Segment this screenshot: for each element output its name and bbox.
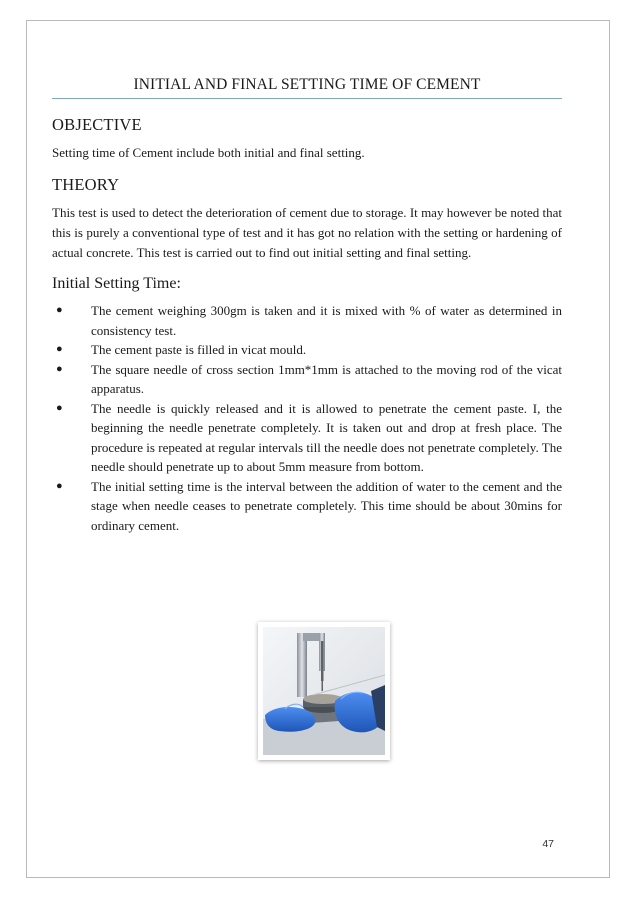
- list-item-text: The cement paste is filled in vicat mould.: [91, 342, 307, 357]
- vicat-apparatus-illustration: [263, 627, 385, 755]
- bullet-icon: ●: [56, 362, 63, 375]
- objective-heading: OBJECTIVE: [52, 115, 142, 134]
- page-title: INITIAL AND FINAL SETTING TIME OF CEMENT: [52, 76, 562, 99]
- page-number: 47: [542, 838, 554, 850]
- bullet-icon: ●: [56, 343, 63, 355]
- list-item-text: The initial setting time is the interval between the addition of water to the cement and the stage when needle ceases to penetrate completely. This time should be about 30mins for ordinary cement.: [91, 478, 562, 533]
- list-item: [52, 477, 562, 536]
- list-item-text: The needle is quickly released and it is allowed to penetrate the cement paste. I, the beginning the needle penetrate completely. It is taken out and drop at fresh place. The procedure is repeated at regular intervals till the needle does not penetrate completely. The needle should penetrate up to about 5mm measure from bottom.: [91, 400, 562, 474]
- bullet-icon: ●: [56, 479, 63, 492]
- list-item: [52, 360, 562, 399]
- page-content: [52, 76, 562, 535]
- objective-text: Setting time of Cement include both initial and final setting.: [52, 145, 365, 160]
- list-item: [52, 399, 562, 477]
- list-item-text: The square needle of cross section 1mm*1mm is attached to the moving rod of the vicat apparatus.: [91, 361, 562, 396]
- list-item: [52, 340, 562, 360]
- bullet-icon: ●: [56, 401, 63, 414]
- bullet-icon: ●: [56, 304, 63, 316]
- theory-text: This test is used to detect the deterioration of cement due to storage. It may however be noted that this is purely a conventional type of test and it has got no relation with the setting or hardening of actual concrete. This test is carried out to find out initial setting and final setting.: [52, 205, 562, 260]
- initial-setting-heading: Initial Setting Time:: [52, 275, 181, 292]
- initial-setting-list: [52, 301, 562, 535]
- list-item-text: The cement weighing 300gm is taken and it is mixed with % of water as determined in consistency test.: [91, 303, 562, 338]
- vicat-apparatus-photo: [258, 622, 390, 760]
- list-item: [52, 301, 562, 340]
- theory-heading: THEORY: [52, 175, 120, 194]
